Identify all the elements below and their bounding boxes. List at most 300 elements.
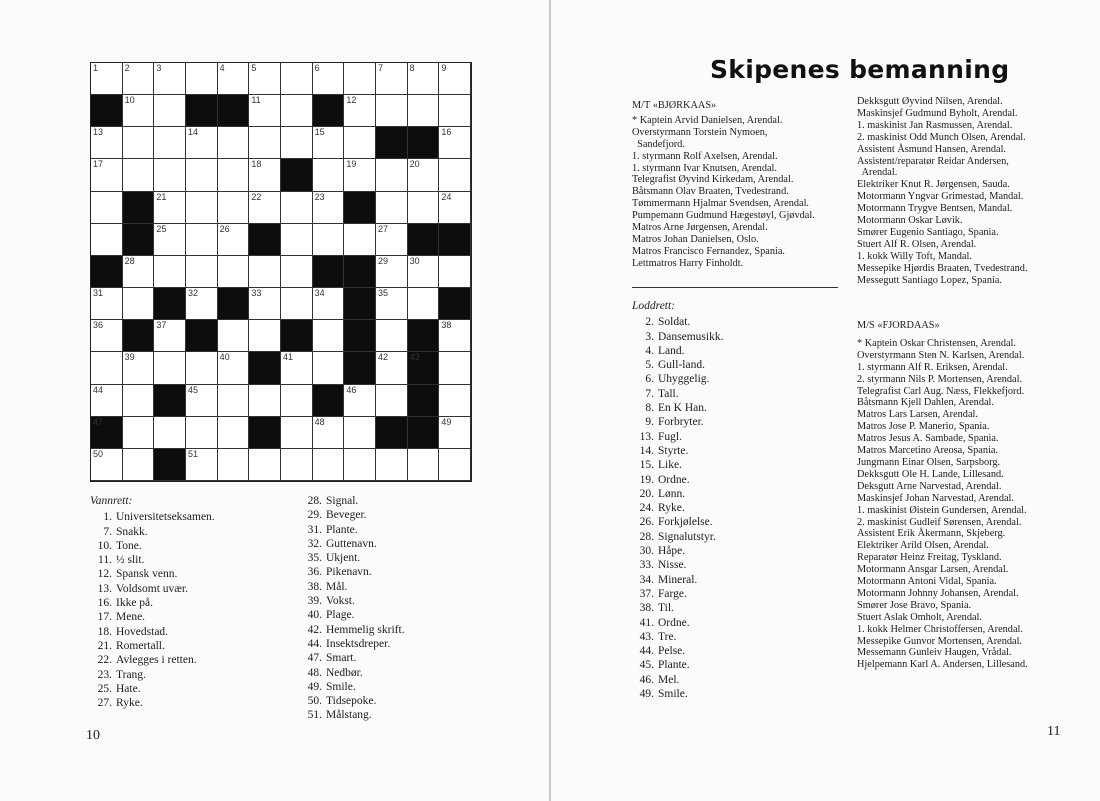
crossword-cell[interactable]: [408, 63, 440, 95]
crossword-cell[interactable]: [376, 159, 408, 191]
crossword-cell[interactable]: [376, 385, 408, 417]
crew-member: 1. styrmann Ivar Knutsen, Arendal.: [632, 162, 777, 174]
crossword-cell[interactable]: [154, 192, 186, 224]
crossword-black-cell: [408, 127, 440, 159]
clue-number: 46.: [639, 673, 654, 686]
crossword-cell[interactable]: [249, 159, 281, 191]
crossword-cell[interactable]: [249, 127, 281, 159]
crossword-cell[interactable]: [439, 449, 471, 481]
crossword-cell[interactable]: [154, 63, 186, 95]
crossword-black-cell: [408, 352, 440, 384]
clue-text: Spansk venn.: [116, 568, 178, 581]
crossword-cell[interactable]: [218, 127, 250, 159]
clue-text: Pelse.: [658, 645, 686, 658]
cell-number: 20: [409, 159, 420, 170]
cell-number: 12: [346, 95, 357, 106]
crossword-cell[interactable]: [186, 352, 218, 384]
crossword-cell[interactable]: [439, 256, 471, 288]
crossword-cell[interactable]: [218, 159, 250, 191]
clue-number: 37.: [639, 587, 654, 600]
clue-number: 49.: [307, 680, 322, 693]
clue-text: Ukjent.: [326, 552, 361, 565]
clue-number: 5.: [645, 359, 654, 372]
clue-number: 13.: [639, 430, 654, 443]
crossword-cell[interactable]: [344, 417, 376, 449]
crossword-black-cell: [123, 320, 155, 352]
clue-number: 35.: [307, 552, 322, 565]
cell-number: 21: [156, 191, 167, 202]
clue-item: [90, 596, 300, 610]
crossword-cell[interactable]: [91, 192, 123, 224]
clue-number: 4.: [645, 344, 654, 357]
crossword-cell[interactable]: [154, 95, 186, 127]
left-page: [0, 0, 549, 801]
clue-text: Trang.: [116, 668, 146, 681]
cell-number: 48: [314, 416, 325, 427]
crew-member: Dekksgutt Øyvind Nilsen, Arendal.: [857, 96, 1003, 107]
cell-number: 18: [251, 159, 262, 170]
crossword-cell[interactable]: [123, 159, 155, 191]
crossword-cell[interactable]: [249, 95, 281, 127]
crew-member: Reparatør Heinz Freitag, Tyskland.: [857, 552, 1002, 564]
crew-member: Smører Jose Bravo, Spania.: [857, 599, 972, 611]
crossword-cell[interactable]: [344, 385, 376, 417]
crew-member: Elektriker Knut R. Jørgensen, Sauda.: [857, 179, 1010, 191]
cell-number: 49: [441, 416, 452, 427]
crossword-cell[interactable]: [344, 159, 376, 191]
ship2-name: M/S «FJORDAAS»: [857, 320, 940, 331]
clue-text: Signalutstyr.: [658, 530, 716, 543]
cell-number: 51: [188, 448, 199, 459]
crossword-cell[interactable]: [123, 288, 155, 320]
clue-number: 44.: [639, 645, 654, 658]
crossword-cell[interactable]: [218, 449, 250, 481]
clue-item: [300, 594, 480, 608]
clue-item: [632, 515, 832, 529]
cell-number: 22: [251, 191, 262, 202]
clue-text: Hovedstad.: [116, 625, 169, 638]
clue-number: 15.: [639, 459, 654, 472]
crossword-cell[interactable]: [281, 385, 313, 417]
crossword-cell[interactable]: [344, 63, 376, 95]
crossword-black-cell: [249, 352, 281, 384]
crossword-cell[interactable]: [249, 449, 281, 481]
crossword-cell[interactable]: [281, 288, 313, 320]
clue-text: Land.: [658, 344, 685, 357]
clue-item: [90, 682, 300, 696]
clue-number: 36.: [307, 566, 322, 579]
cell-number: 16: [441, 127, 452, 138]
clue-item: [632, 344, 832, 358]
crossword-black-cell: [313, 95, 345, 127]
clue-number: 25.: [97, 682, 112, 695]
crew-member: Hjelpemann Karl A. Andersen, Lillesand.: [857, 659, 1028, 671]
clue-text: Soldat.: [658, 316, 691, 329]
clue-number: 41.: [639, 616, 654, 629]
crossword-black-cell: [218, 95, 250, 127]
clue-item: [632, 587, 832, 601]
crossword-cell[interactable]: [123, 417, 155, 449]
crossword-cell[interactable]: [439, 417, 471, 449]
crossword-cell[interactable]: [439, 159, 471, 191]
crossword-cell[interactable]: [123, 95, 155, 127]
clue-item: [300, 565, 480, 579]
crossword-black-cell: [344, 352, 376, 384]
crossword-cell[interactable]: [186, 449, 218, 481]
ship2-crew: [857, 320, 1082, 671]
crew-member: Messepike Hjørdis Braaten, Tvedestrand.: [857, 262, 1028, 274]
clue-text: Ordne.: [658, 473, 690, 486]
clue-item: [632, 330, 832, 344]
clue-item: [90, 539, 300, 553]
crossword-cell[interactable]: [154, 256, 186, 288]
clue-number: 18.: [97, 625, 112, 638]
clue-number: 30.: [639, 545, 654, 558]
crossword-cell[interactable]: [186, 127, 218, 159]
clue-text: Ikke på.: [116, 597, 154, 610]
section-divider: [632, 287, 838, 288]
cell-number: 40: [219, 352, 230, 363]
crossword-cell[interactable]: [281, 449, 313, 481]
clue-text: Pikenavn.: [326, 566, 372, 579]
crossword-cell[interactable]: [281, 192, 313, 224]
crossword-cell[interactable]: [439, 95, 471, 127]
crossword-cell[interactable]: [376, 256, 408, 288]
crossword-black-cell: [313, 385, 345, 417]
clue-text: Smart.: [326, 652, 357, 665]
clue-item: [300, 551, 480, 565]
crossword-cell[interactable]: [344, 95, 376, 127]
crossword-cell[interactable]: [123, 449, 155, 481]
crossword-cell[interactable]: [91, 159, 123, 191]
crossword-cell[interactable]: [344, 224, 376, 256]
crossword-cell[interactable]: [344, 449, 376, 481]
crossword-cell[interactable]: [439, 63, 471, 95]
crossword-cell[interactable]: [281, 256, 313, 288]
clue-item: [300, 666, 480, 680]
crossword-cell[interactable]: [91, 320, 123, 352]
crossword-cell[interactable]: [376, 224, 408, 256]
ship1-crew-column-2: [857, 96, 1082, 287]
clue-text: En K Han.: [658, 402, 707, 415]
cell-number: 3: [156, 63, 162, 73]
cell-number: 26: [219, 223, 230, 234]
crossword-black-cell: [154, 288, 186, 320]
crossword-black-cell: [123, 224, 155, 256]
crossword-cell[interactable]: [376, 192, 408, 224]
crew-member: Telegrafist Øyvind Kirkedam, Arendal.: [632, 174, 794, 186]
clue-text: Plante.: [326, 523, 358, 536]
crew-member: Maskinsjef Johan Narvestad, Arendal.: [857, 492, 1014, 504]
crossword-cell[interactable]: [313, 63, 345, 95]
crossword-cell[interactable]: [439, 385, 471, 417]
clue-item: [300, 508, 480, 522]
crossword-cell[interactable]: [281, 352, 313, 384]
crew-member: Motormann Trygve Bentsen, Mandal.: [857, 203, 1013, 215]
crossword-cell[interactable]: [249, 385, 281, 417]
clue-text: Målstang.: [326, 709, 372, 722]
crossword-cell[interactable]: [218, 63, 250, 95]
crossword-cell[interactable]: [249, 256, 281, 288]
clue-item: [300, 708, 480, 722]
clue-item: [632, 444, 832, 458]
crossword-cell[interactable]: [313, 159, 345, 191]
crossword-cell[interactable]: [186, 224, 218, 256]
clue-item: [90, 668, 300, 682]
crossword-cell[interactable]: [281, 417, 313, 449]
crossword-cell[interactable]: [439, 352, 471, 384]
crew-member: Tømmermann Hjalmar Svendsen, Arendal.: [632, 198, 810, 210]
cell-number: 8: [409, 63, 415, 73]
crossword-cell[interactable]: [218, 417, 250, 449]
clue-number: 42.: [307, 623, 322, 636]
clue-text: Tre.: [658, 630, 677, 643]
crossword-cell[interactable]: [154, 159, 186, 191]
crossword-black-cell: [91, 95, 123, 127]
clue-item: [90, 553, 300, 567]
crossword-black-cell: [154, 449, 186, 481]
crossword-cell[interactable]: [186, 417, 218, 449]
cell-number: 17: [93, 159, 104, 170]
crossword-cell[interactable]: [376, 63, 408, 95]
crossword-cell[interactable]: [186, 256, 218, 288]
crossword-cell[interactable]: [91, 63, 123, 95]
crossword-cell[interactable]: [249, 192, 281, 224]
crew-member: Dekksgutt Ole H. Lande, Lillesand.: [857, 468, 1004, 480]
clue-number: 19.: [639, 473, 654, 486]
page-title: Skipenes bemanning: [710, 55, 1010, 84]
clue-number: 10.: [97, 539, 112, 552]
crossword-cell[interactable]: [313, 449, 345, 481]
clue-text: Smile.: [326, 680, 356, 693]
clue-number: 6.: [645, 373, 654, 386]
crossword-cell[interactable]: [313, 192, 345, 224]
crossword-cell[interactable]: [313, 352, 345, 384]
crossword-cell[interactable]: [376, 352, 408, 384]
clue-text: Ryke.: [116, 697, 143, 710]
clue-number: 48.: [307, 666, 322, 679]
crossword-cell[interactable]: [281, 127, 313, 159]
crossword-cell[interactable]: [249, 288, 281, 320]
down-heading: Loddrett:: [632, 300, 676, 312]
crew-member: Lettmatros Harry Finholdt.: [632, 257, 744, 269]
clue-item: [90, 525, 300, 539]
crossword-black-cell: [344, 256, 376, 288]
clue-number: 17.: [97, 611, 112, 624]
clue-item: [632, 473, 832, 487]
crew-member: * Kaptein Arvid Danielsen, Arendal.: [632, 114, 783, 126]
crossword-cell[interactable]: [281, 63, 313, 95]
crossword-cell[interactable]: [154, 127, 186, 159]
crossword-cell[interactable]: [408, 449, 440, 481]
crossword-cell[interactable]: [408, 288, 440, 320]
page-number-left: 10: [86, 728, 100, 743]
clue-item: [90, 610, 300, 624]
crossword-cell[interactable]: [123, 127, 155, 159]
crossword-cell[interactable]: [408, 256, 440, 288]
crew-member: Assistent Åsmund Hansen, Arendal.: [857, 143, 1007, 155]
crossword-cell[interactable]: [439, 320, 471, 352]
crossword-cell[interactable]: [376, 95, 408, 127]
clue-item: [632, 458, 832, 472]
cell-number: 19: [346, 159, 357, 170]
clue-text: ½ slit.: [116, 554, 145, 567]
clue-text: Mineral.: [658, 573, 698, 586]
crossword-cell[interactable]: [123, 385, 155, 417]
crossword-cell[interactable]: [313, 224, 345, 256]
cell-number: 25: [156, 223, 167, 234]
crew-member: Overstyrmann Sten N. Karlsen, Arendal.: [857, 349, 1025, 361]
crossword-cell[interactable]: [249, 320, 281, 352]
crossword-cell[interactable]: [154, 224, 186, 256]
clue-number: 14.: [639, 444, 654, 457]
crossword-cell[interactable]: [376, 449, 408, 481]
cell-number: 31: [93, 288, 104, 299]
clue-text: Ordne.: [658, 616, 690, 629]
clue-item: [300, 608, 480, 622]
crossword-cell[interactable]: [123, 256, 155, 288]
clue-number: 22.: [97, 654, 112, 667]
crossword-black-cell: [281, 159, 313, 191]
clue-text: Vokst.: [326, 595, 355, 608]
clue-text: Plante.: [658, 659, 690, 672]
cell-number: 43: [409, 352, 420, 363]
clue-number: 7.: [103, 525, 112, 538]
crew-member: Deksgutt Arne Narvestad, Arendal.: [857, 480, 1002, 492]
crossword-black-cell: [344, 320, 376, 352]
crossword-cell[interactable]: [408, 159, 440, 191]
clue-number: 28.: [639, 530, 654, 543]
crossword-cell[interactable]: [344, 127, 376, 159]
clue-item: [90, 582, 300, 596]
crossword-cell[interactable]: [154, 320, 186, 352]
crossword-cell[interactable]: [91, 127, 123, 159]
clue-item: [632, 487, 832, 501]
ship1-crew-column-1: [632, 100, 847, 270]
crossword-cell[interactable]: [186, 385, 218, 417]
crossword-cell[interactable]: [154, 352, 186, 384]
crossword-cell[interactable]: [218, 385, 250, 417]
clue-item: [632, 372, 832, 386]
cell-number: 1: [93, 63, 99, 73]
crossword-cell[interactable]: [281, 224, 313, 256]
cell-number: 9: [441, 63, 447, 73]
crossword-cell[interactable]: [91, 288, 123, 320]
clue-item: [632, 358, 832, 372]
crossword-cell[interactable]: [218, 320, 250, 352]
clue-number: 28.: [307, 495, 322, 507]
crossword-cell[interactable]: [123, 63, 155, 95]
crossword-cell[interactable]: [186, 159, 218, 191]
crossword-black-cell: [281, 320, 313, 352]
clue-text: Fugl.: [658, 430, 682, 443]
crossword-cell[interactable]: [313, 127, 345, 159]
cell-number: 47: [93, 416, 104, 427]
clue-number: 16.: [97, 597, 112, 610]
crossword-black-cell: [344, 288, 376, 320]
crossword-black-cell: [408, 417, 440, 449]
crew-member: 2. maskinist Odd Munch Olsen, Arendal.: [857, 131, 1026, 143]
clue-number: 44.: [307, 637, 322, 650]
crossword-cell[interactable]: [376, 320, 408, 352]
crossword-cell[interactable]: [439, 192, 471, 224]
clue-text: Signal.: [326, 495, 359, 507]
cell-number: 36: [93, 320, 104, 331]
clue-number: 31.: [307, 523, 322, 536]
crew-member: 1. kokk Helmer Christoffersen, Arendal.: [857, 623, 1023, 635]
crossword-cell[interactable]: [313, 417, 345, 449]
crossword-black-cell: [439, 288, 471, 320]
clue-number: 43.: [639, 630, 654, 643]
crossword-black-cell: [408, 224, 440, 256]
crew-member: Motormann Antoni Vidal, Spania.: [857, 576, 997, 588]
crossword-cell[interactable]: [218, 192, 250, 224]
clue-item: [632, 401, 832, 415]
crossword-cell[interactable]: [408, 192, 440, 224]
cell-number: 11: [251, 95, 261, 106]
cell-number: 50: [93, 448, 104, 459]
crew-member: 1. styrmann Rolf Axelsen, Arendal.: [632, 150, 778, 162]
clue-number: 40.: [307, 609, 322, 622]
crew-member: Messepike Gunvor Mortensen, Arendal.: [857, 635, 1023, 647]
clue-number: 34.: [639, 573, 654, 586]
crossword-cell[interactable]: [91, 449, 123, 481]
crossword-cell[interactable]: [91, 352, 123, 384]
clue-number: 20.: [639, 487, 654, 500]
crossword-cell[interactable]: [186, 288, 218, 320]
cell-number: 39: [124, 352, 135, 363]
cell-number: 23: [314, 191, 325, 202]
clue-text: Gull-land.: [658, 359, 705, 372]
cell-number: 27: [378, 223, 389, 234]
clue-item: [632, 501, 832, 515]
crossword-cell[interactable]: [376, 288, 408, 320]
crossword-cell[interactable]: [439, 127, 471, 159]
clue-item: [632, 687, 832, 701]
clue-number: 8.: [645, 402, 654, 415]
clue-number: 2.: [645, 316, 654, 329]
crew-member: Assistent Erik Åkermann, Skjeberg.: [857, 528, 1006, 540]
crossword-cell[interactable]: [249, 63, 281, 95]
crew-member: Messegutt Santiago Lopez, Spania.: [857, 274, 1002, 286]
clue-item: [300, 623, 480, 637]
crew-member: Matros Francisco Fernandez, Spania.: [632, 245, 785, 257]
clue-number: 51.: [307, 709, 322, 722]
crossword-cell[interactable]: [91, 385, 123, 417]
clue-number: 27.: [97, 697, 112, 710]
crossword-cell[interactable]: [218, 224, 250, 256]
crossword-grid: [90, 62, 472, 482]
clue-text: Voldsomt uvær.: [116, 582, 188, 595]
clue-number: 24.: [639, 502, 654, 515]
clue-text: Guttenavn.: [326, 537, 377, 550]
crossword-cell[interactable]: [154, 417, 186, 449]
crossword-cell[interactable]: [218, 352, 250, 384]
cell-number: 7: [378, 63, 384, 73]
crossword-cell[interactable]: [281, 95, 313, 127]
clue-item: [632, 415, 832, 429]
crossword-cell[interactable]: [408, 95, 440, 127]
crossword-cell[interactable]: [218, 256, 250, 288]
crossword-cell[interactable]: [186, 63, 218, 95]
crossword-cell[interactable]: [313, 288, 345, 320]
crossword-cell[interactable]: [313, 320, 345, 352]
crossword-cell[interactable]: [123, 352, 155, 384]
crew-member: Telegrafist Carl Aug. Næss, Flekkefjord.: [857, 385, 1025, 397]
crossword-cell[interactable]: [186, 192, 218, 224]
clue-text: Smile.: [658, 688, 688, 701]
crossword-cell[interactable]: [91, 224, 123, 256]
